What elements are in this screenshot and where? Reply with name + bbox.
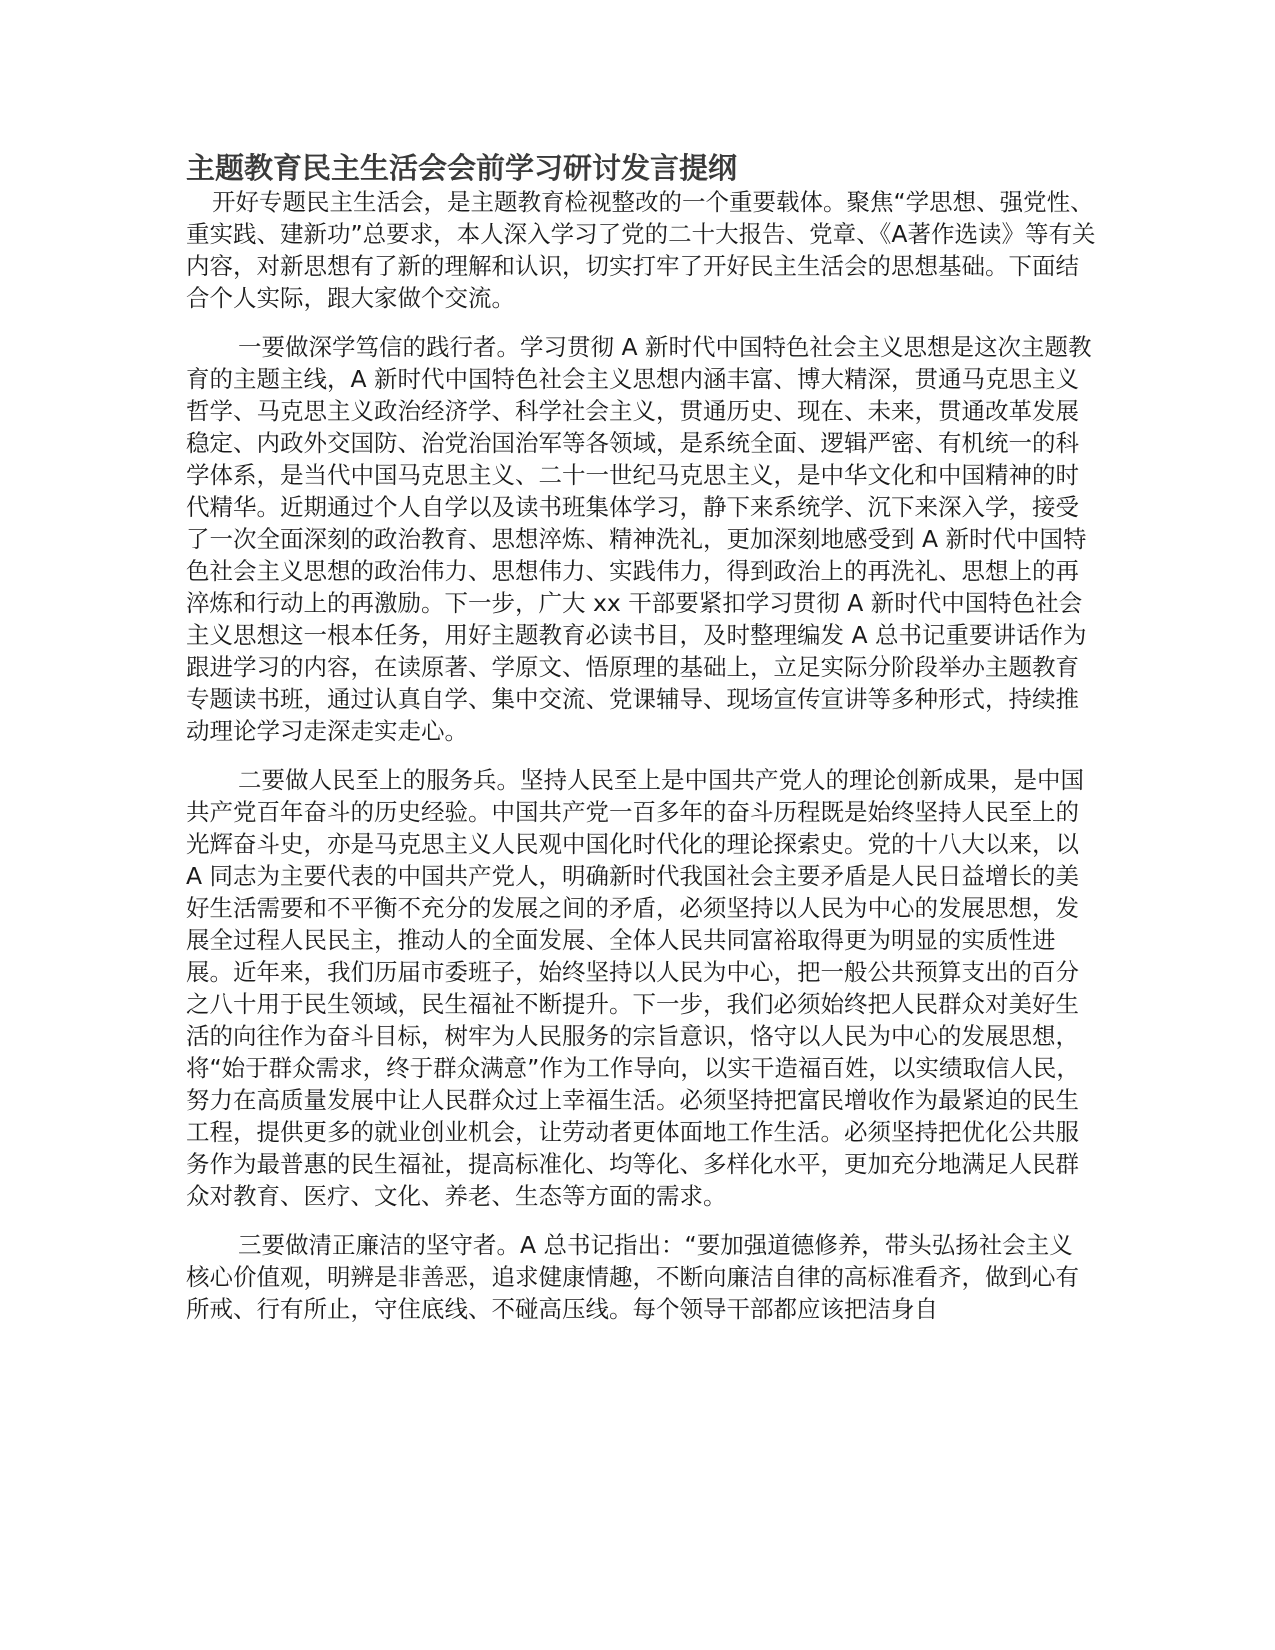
paragraph-intro: 开好专题民主生活会，是主题教育检视整改的一个重要载体。聚焦“学思想、强党性、重实践、建新功”总要求，本人深入学习了党的二十大报告、党章、《A著作选读》等有关内容，对新思想有了新的理解和认识，切实打牢了开好民主生活会的思想基础。下面结合个人实际，跟大家做个交流。 bbox=[186, 188, 1096, 312]
paragraph-point-1: 一要做深学笃信的践行者。学习贯彻 A 新时代中国特色社会主义思想是这次主题教育的主题主线，A 新时代中国特色社会主义思想内涵丰富、博大精深，贯通马克思主义哲学、马克思主义政治经济学、科学社会主义，贯通历史、现在、未来，贯通改革发展稳定、内政外交国防、治党治国治军等各领域，是系统全面、逻辑严密、有机统一的科学体系，是当代中国马克思主义、二十一世纪马克思主义，是中华文化和中国精神的时代精华。近期通过个人自学以及读书班集体学习，静下来系统学、沉下来深入学，接受了一次全面深刻的政治教育、思想淬炼、精神洗礼，更加深刻地感受到 A 新时代中国特色社会主义思想的政治伟力、思想伟力、实践伟力，得到政治上的再洗礼、思想上的再淬炼和行动上的再激励。下一步，广大 xx 干部要紧扣学习贯彻 A 新时代中国特色社会主义思想这一根本任务，用好主题教育必读书目，及时整理编发 A 总书记重要讲话作为跟进学习的内容，在读原著、学原文、悟原理的基础上，立足实际分阶段举办主题教育专题读书班，通过认真自学、集中交流、党课辅导、现场宣传宣讲等多种形式，持续推动理论学习走深走实走心。 bbox=[186, 333, 1092, 745]
document-title: 主题教育民主生活会会前学习研讨发言提纲 bbox=[186, 151, 738, 185]
paragraph-point-3: 三要做清正廉洁的坚守者。A 总书记指出：“要加强道德修养，带头弘扬社会主义核心价值观，明辨是非善恶，追求健康情趣，不断向廉洁自律的高标准看齐，做到心有所戒、行有所止，守住底线、不碰高压线。每个领导干部都应该把洁身自 bbox=[186, 1231, 1079, 1323]
document-body bbox=[186, 150, 1096, 1342]
paragraph-point-2: 二要做人民至上的服务兵。坚持人民至上是中国共产党人的理论创新成果，是中国共产党百年奋斗的历史经验。中国共产党一百多年的奋斗历程既是始终坚持人民至上的光辉奋斗史，亦是马克思主义人民观中国化时代化的理论探索史。党的十八大以来，以 A 同志为主要代表的中国共产党人，明确新时代我国社会主要矛盾是人民日益增长的美好生活需要和不平衡不充分的发展之间的矛盾，必须坚持以人民为中心的发展思想，发展全过程人民民主，推动人的全面发展、全体人民共同富裕取得更为明显的实质性进展。近年来，我们历届市委班子，始终坚持以人民为中心，把一般公共预算支出的百分之八十用于民生领域，民生福祉不断提升。下一步，我们必须始终把人民群众对美好生活的向往作为奋斗目标，树牢为人民服务的宗旨意识，恪守以人民为中心的发展思想，将“始于群众需求，终于群众满意”作为工作导向，以实干造福百姓，以实绩取信人民，努力在高质量发展中让人民群众过上幸福生活。必须坚持把富民增收作为最紧迫的民生工程，提供更多的就业创业机会，让劳动者更体面地工作生活。必须坚持把优化公共服务作为最普惠的民生福祉，提高标准化、均等化、多样化水平，更加充分地满足人民群众对教育、医疗、文化、养老、生态等方面的需求。 bbox=[186, 766, 1084, 1210]
